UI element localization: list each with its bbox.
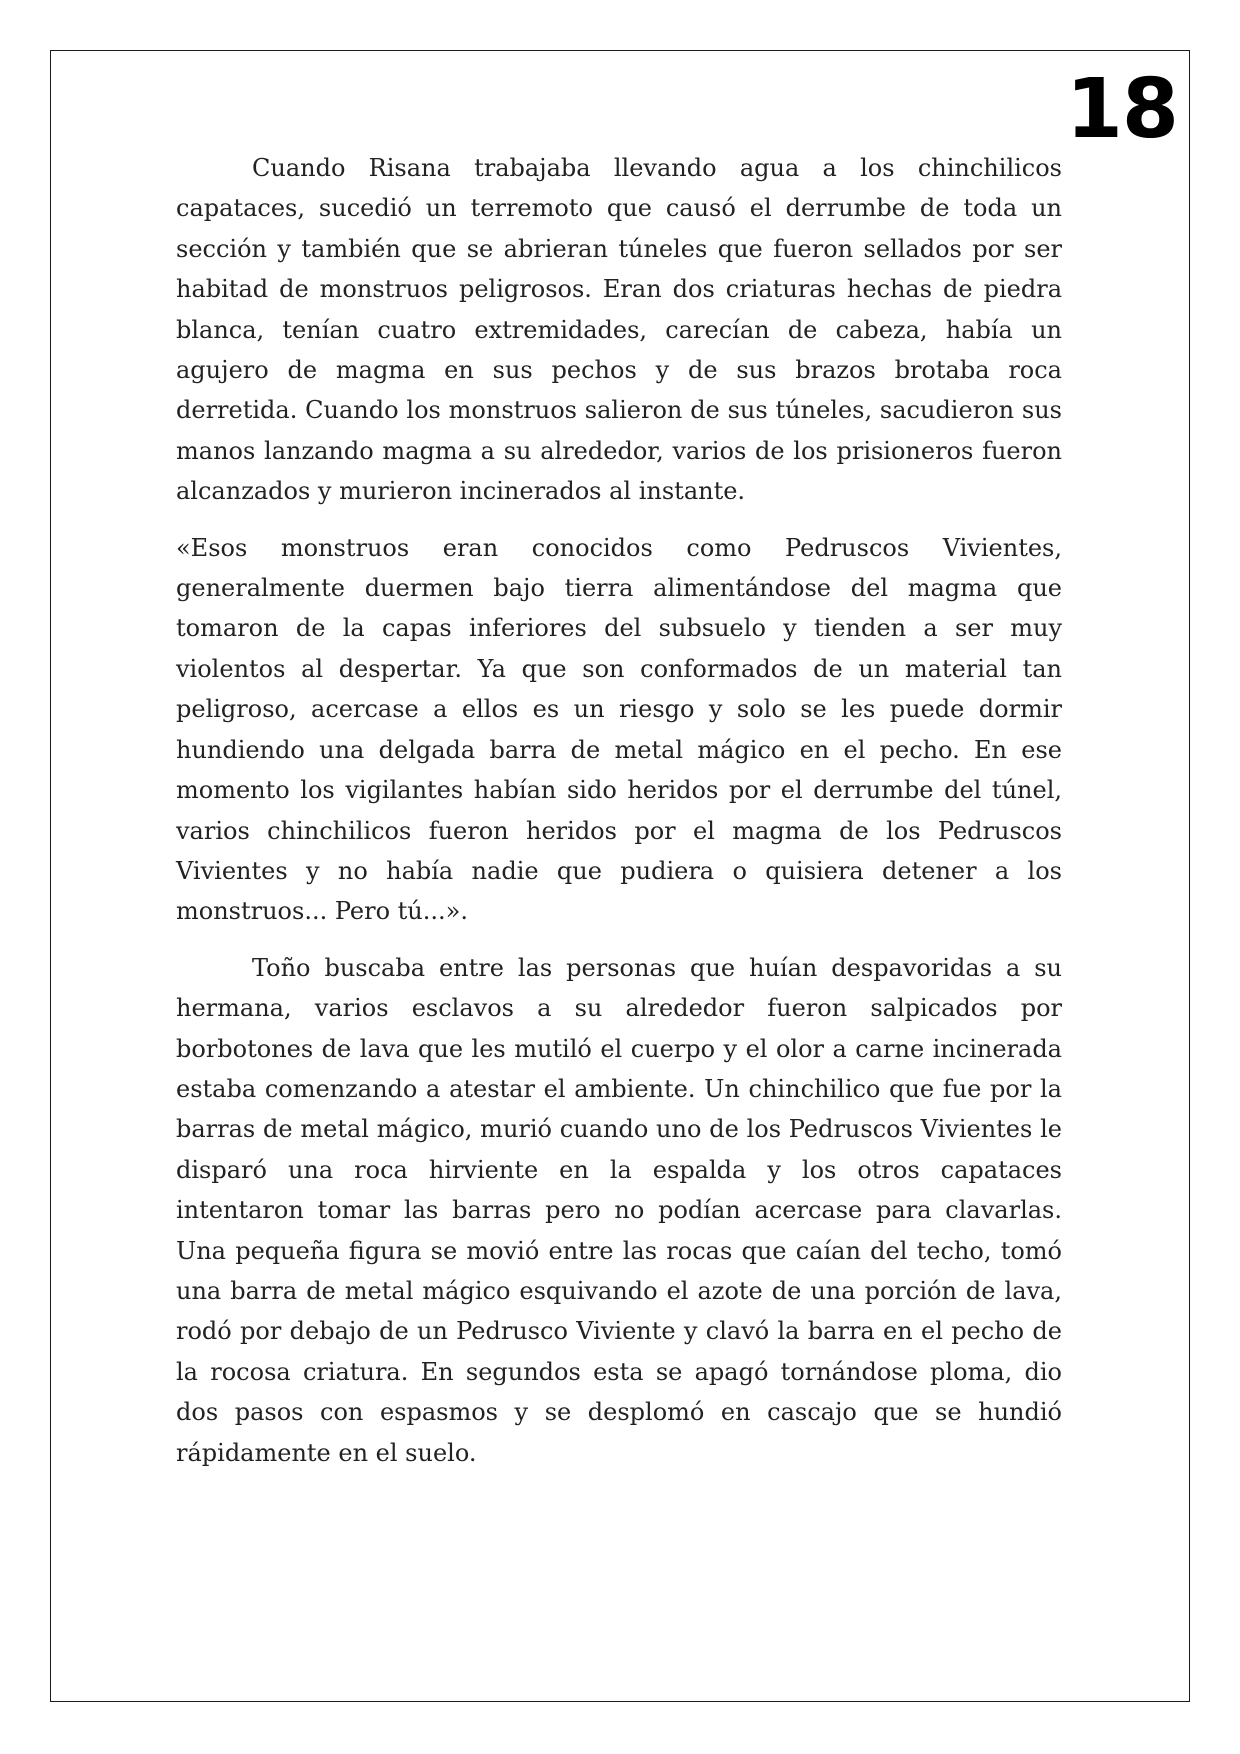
paragraph-2: «Esos monstruos eran conocidos como Pedruscos Vivientes, generalmente duermen bajo tierra alimentándose del magma que tomaron de la capas inferiores del subsuelo y tienden a ser muy violentos al despertar. Ya que son conformados de un material tan peligroso, acercase a ellos es un riesgo y solo se les puede dormir hundiendo una delgada barra de metal mágico en el pecho. En ese momento los vigilantes habían sido heridos por el derrumbe del túnel, varios chinchilicos fueron heridos por el magma de los Pedruscos Vivientes y no había nadie que pudiera o quisiera detener a los monstruos... Pero tú...».	[176, 533, 1062, 926]
paragraph-3: Toño buscaba entre las personas que huían despavoridas a su hermana, varios esclavos a su alrededor fueron salpicados por borbotones de lava que les mutiló el cuerpo y el olor a carne incinerada estaba comenzando a atestar el ambiente. Un chinchilico que fue por la barras de metal mágico, murió cuando uno de los Pedruscos Vivientes le disparó una roca hirviente en la espalda y los otros capataces intentaron tomar las barras pero no podían acercase para clavarlas. Una pequeña figura se movió entre las rocas que caían del techo, tomó una barra de metal mágico esquivando el azote de una porción de lava, rodó por debajo de un Pedrusco Viviente y clavó la barra en el pecho de la rocosa criatura. En segundos esta se apagó tornándose ploma, dio dos pasos con espasmos y se desplomó en cascajo que se hundió rápidamente en el suelo.	[176, 953, 1062, 1467]
body-text	[176, 148, 1062, 1489]
page-number: 18	[1065, 62, 1178, 157]
paragraph-1: Cuando Risana trabajaba llevando agua a los chinchilicos capataces, sucedió un terremoto que causó el derrumbe de toda un sección y también que se abrieran túneles que fueron sellados por ser habitad de monstruos peligrosos. Eran dos criaturas hechas de piedra blanca, tenían cuatro extremidades, carecían de cabeza, había un agujero de magma en sus pechos y de sus brazos brotaba roca derretida. Cuando los monstruos salieron de sus túneles, sacudieron sus manos lanzando magma a su alrededor, varios de los prisioneros fueron alcanzados y murieron incinerados al instante.	[176, 154, 1062, 506]
